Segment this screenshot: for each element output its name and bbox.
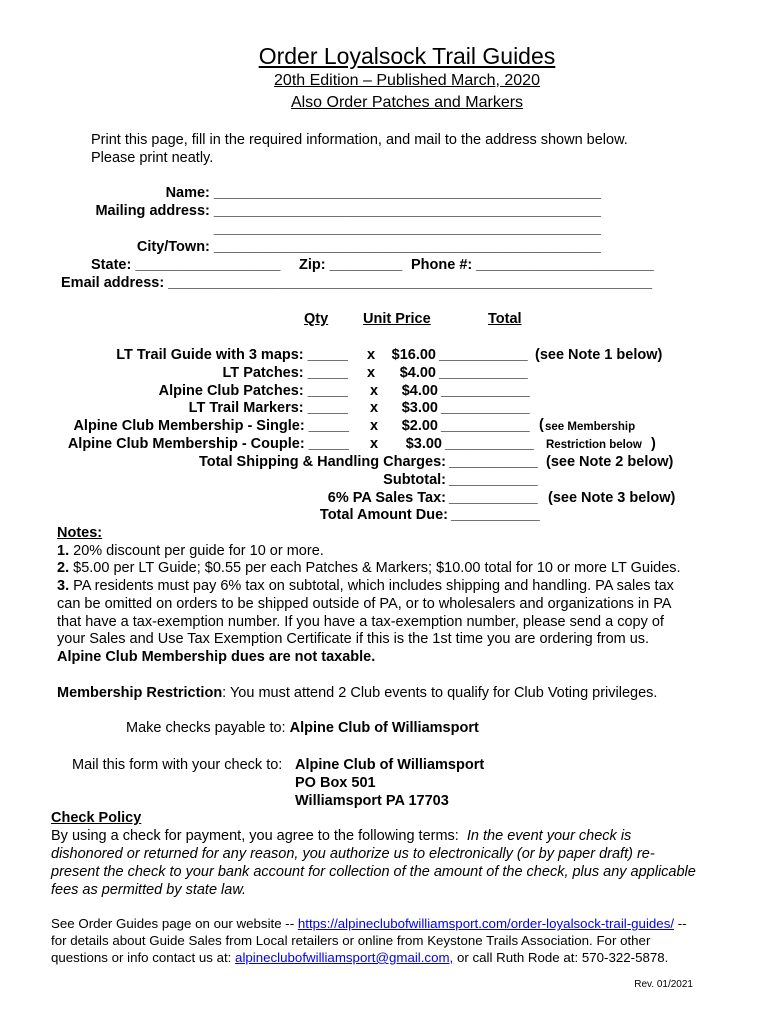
intro-line-2: Please print neatly. bbox=[91, 150, 214, 166]
note-3-line-4: your Sales and Use Tax Exemption Certificate if this is the 1st time you are ordering from us. bbox=[57, 631, 650, 647]
check-policy-terms-4: fees as permitted by state law. bbox=[51, 882, 247, 898]
row-times: x bbox=[367, 347, 376, 363]
note-1 bbox=[57, 542, 324, 560]
check-policy-intro: By using a check for payment, you agree to the following terms: bbox=[51, 828, 459, 844]
row-times: x bbox=[367, 365, 376, 381]
phone-field[interactable]: Phone #: ______________________ bbox=[411, 257, 654, 273]
footer-line-1 bbox=[51, 915, 687, 933]
sales-tax-blank[interactable]: ___________ bbox=[449, 490, 538, 506]
note-3 bbox=[57, 577, 674, 595]
email-link[interactable]: alpineclubofwilliamsport@gmail.com, bbox=[235, 950, 454, 965]
row-total-blank[interactable]: ___________ bbox=[439, 347, 528, 363]
qty-header: Qty bbox=[304, 311, 329, 327]
subtotal-label: Subtotal: bbox=[383, 472, 446, 488]
unit-price-header: Unit Price bbox=[363, 311, 431, 327]
shipping-label: Total Shipping & Handling Charges: bbox=[198, 454, 446, 470]
total-due-label: Total Amount Due: bbox=[319, 507, 448, 523]
row-note: (see Note 1 below) bbox=[535, 347, 663, 363]
payable-line bbox=[126, 719, 479, 737]
row-label[interactable]: LT Trail Markers: _____ bbox=[188, 400, 348, 416]
dues-not-taxable: Alpine Club Membership dues are not taxable. bbox=[57, 649, 376, 665]
email-field[interactable]: Email address: ____________________________________________________________ bbox=[61, 275, 653, 291]
row-price: $16.00 bbox=[391, 347, 436, 363]
row-times: x bbox=[370, 418, 379, 434]
row-price: $3.00 bbox=[401, 400, 438, 416]
check-policy-terms-1: In the event your check is bbox=[466, 828, 632, 844]
payable-value: Alpine Club of Williamsport bbox=[289, 720, 479, 736]
mail-address-line-3: Williamsport PA 17703 bbox=[295, 793, 449, 809]
row-label[interactable]: LT Trail Guide with 3 maps: _____ bbox=[116, 347, 348, 363]
shipping-note: (see Note 2 below) bbox=[546, 454, 674, 470]
total-due-blank[interactable]: ___________ bbox=[451, 507, 540, 523]
footer-contact-suffix: or call Ruth Rode at: 570-322-5878. bbox=[453, 950, 669, 965]
row-label[interactable]: Alpine Club Membership - Single: _____ bbox=[73, 418, 349, 434]
total-header: Total bbox=[488, 311, 522, 327]
row-total-blank[interactable]: ___________ bbox=[441, 400, 530, 416]
mailing-address-line-2[interactable]: ________________________________________________ bbox=[213, 221, 601, 237]
note-1-number: 1. bbox=[57, 543, 70, 559]
check-policy-terms-3: present the check to your bank account for collection of the amount of the check, plus any applicable bbox=[51, 864, 696, 880]
row-price: $3.00 bbox=[405, 436, 442, 452]
notes-heading: Notes: bbox=[57, 525, 103, 541]
row-total-blank[interactable]: ___________ bbox=[445, 436, 534, 452]
mailing-address-field[interactable]: Mailing address: ________________________________________________ bbox=[95, 203, 601, 219]
row-price: $4.00 bbox=[401, 383, 438, 399]
footer-website-prefix: See Order Guides page on our website -- bbox=[51, 916, 298, 931]
mail-label: Mail this form with your check to: bbox=[72, 757, 283, 773]
edition-subtitle: 20th Edition – Published March, 2020 bbox=[274, 72, 540, 89]
city-field[interactable]: City/Town: ________________________________________________ bbox=[136, 239, 601, 255]
name-field[interactable]: Name: ________________________________________________ bbox=[165, 185, 601, 201]
paren-open: ( bbox=[539, 417, 544, 433]
footer-line-3 bbox=[51, 949, 668, 967]
row-total-blank[interactable]: ___________ bbox=[441, 383, 530, 399]
zip-field[interactable]: Zip: _________ bbox=[299, 257, 403, 273]
note-3-text: PA residents must pay 6% tax on subtotal, which includes shipping and handling. PA sales tax bbox=[73, 578, 674, 594]
mail-address-line-1: Alpine Club of Williamsport bbox=[295, 757, 485, 773]
sales-tax-note: (see Note 3 below) bbox=[548, 490, 676, 506]
row-total-blank[interactable]: ___________ bbox=[441, 418, 530, 434]
footer-line-2: for details about Guide Sales from Local retailers or online from Keystone Trails Association. For other bbox=[51, 933, 651, 948]
membership-note-line-1: see Membership bbox=[545, 421, 636, 433]
mail-address-line-2: PO Box 501 bbox=[295, 775, 376, 791]
shipping-blank[interactable]: ___________ bbox=[449, 454, 538, 470]
note-3-line-2: can be omitted on orders to be shipped outside of PA, or to wholesalers and organizations in PA bbox=[57, 596, 672, 612]
footer-website-suffix: -- bbox=[674, 916, 687, 931]
row-total-blank[interactable]: ___________ bbox=[439, 365, 528, 381]
state-field[interactable]: State: __________________ bbox=[91, 257, 281, 273]
membership-note-line-2: Restriction below bbox=[546, 439, 642, 451]
row-times: x bbox=[370, 400, 379, 416]
check-policy-terms-2: dishonored or returned for any reason, you authorize us to electronically (or by paper draft) re- bbox=[51, 846, 655, 862]
row-label[interactable]: LT Patches: _____ bbox=[222, 365, 348, 381]
check-policy-heading: Check Policy bbox=[51, 810, 142, 826]
website-link[interactable]: https://alpineclubofwilliamsport.com/order-loyalsock-trail-guides/ bbox=[297, 916, 675, 931]
revision-label: Rev. 01/2021 bbox=[634, 979, 693, 990]
page-title: Order Loyalsock Trail Guides bbox=[258, 43, 556, 69]
row-label[interactable]: Alpine Club Membership - Couple: _____ bbox=[67, 436, 349, 452]
check-policy-line-1 bbox=[51, 827, 631, 845]
note-2 bbox=[57, 559, 681, 577]
note-2-text: $5.00 per LT Guide; $0.55 per each Patches & Markers; $10.00 total for 10 or more LT Guides. bbox=[73, 560, 681, 576]
also-order-subtitle: Also Order Patches and Markers bbox=[290, 94, 524, 111]
note-1-text: 20% discount per guide for 10 or more. bbox=[73, 543, 324, 559]
restriction-label: Membership Restriction bbox=[57, 685, 223, 701]
sales-tax-label: 6% PA Sales Tax: bbox=[327, 490, 446, 506]
paren-close: ) bbox=[651, 436, 656, 452]
payable-label: Make checks payable to: bbox=[126, 720, 286, 736]
note-3-line-3: that have a tax-exemption number. If you have a tax-exemption number, please send a copy of bbox=[57, 614, 664, 630]
row-times: x bbox=[370, 436, 379, 452]
subtotal-blank[interactable]: ___________ bbox=[449, 472, 538, 488]
note-3-number: 3. bbox=[57, 578, 70, 594]
intro-line-1: Print this page, fill in the required information, and mail to the address shown below. bbox=[91, 132, 628, 148]
row-price: $2.00 bbox=[401, 418, 438, 434]
row-times: x bbox=[370, 383, 379, 399]
membership-restriction bbox=[57, 684, 657, 702]
footer-contact-prefix: questions or info contact us at: bbox=[51, 950, 236, 965]
note-2-number: 2. bbox=[57, 560, 70, 576]
row-price: $4.00 bbox=[399, 365, 436, 381]
row-label[interactable]: Alpine Club Patches: _____ bbox=[158, 383, 348, 399]
restriction-text: : You must attend 2 Club events to qualify for Club Voting privileges. bbox=[222, 685, 658, 701]
